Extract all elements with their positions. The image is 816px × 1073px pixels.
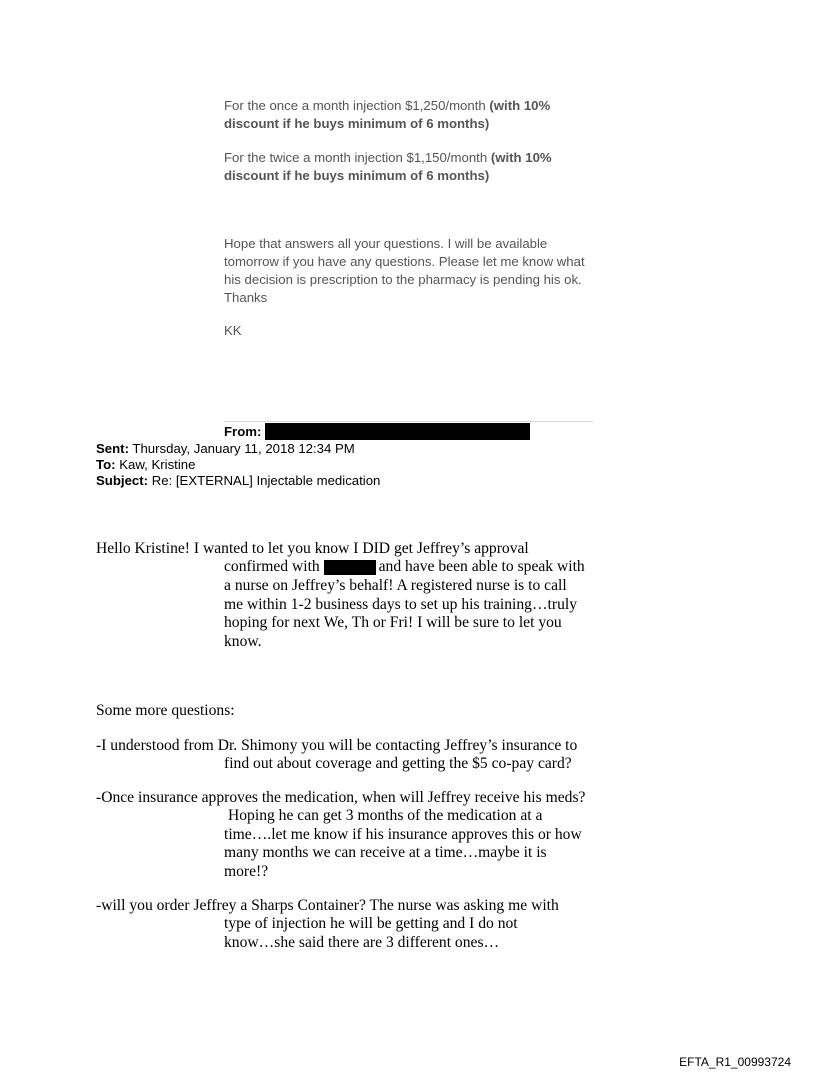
sent-row: Sent: Thursday, January 11, 2018 12:34 PM [96, 441, 355, 456]
quoted-signature: KK [224, 323, 242, 338]
greeting-continuation: a nurse on Jeffrey’s behalf! A registered nurse is to call me within 1-2 business days to set up his training…truly hoping for next We, Th or Fri! I will be sure to let you know. [224, 577, 577, 650]
greeting-line: Hello Kristine! I wanted to let you know I DID get Jeffrey’s approval [96, 540, 529, 557]
redaction-from [265, 423, 530, 440]
question-2: -Once insurance approves the medication, when will Jeffrey receive his meds? [96, 789, 586, 806]
question-1-continuation: find out about coverage and getting the $5 co-pay card? [224, 755, 572, 772]
quoted-closing-paragraph: Hope that answers all your questions. I will be available tomorrow if you have any questions. Please let me know what his decision is prescription to the pharmacy is pending his ok. Thanks [224, 236, 585, 305]
quoted-price-twice-monthly: For the twice a month injection $1,150/month (with 10% discount if he buys minimum of 6 months) [224, 150, 552, 183]
quoted-price-once-monthly: For the once a month injection $1,250/month (with 10% discount if he buys minimum of 6 months) [224, 98, 551, 131]
from-row: From: [224, 424, 262, 439]
header-separator [224, 421, 593, 422]
greeting-line-2: confirmed with and have been able to speak with [224, 558, 585, 575]
more-questions-heading: Some more questions: [96, 702, 235, 719]
question-1: -I understood from Dr. Shimony you will be contacting Jeffrey’s insurance to [96, 737, 578, 754]
question-3: -will you order Jeffrey a Sharps Container? The nurse was asking me with [96, 897, 559, 914]
to-row: To: Kaw, Kristine [96, 457, 196, 472]
subject-row: Subject: Re: [EXTERNAL] Injectable medication [96, 473, 381, 488]
question-3-continuation: type of injection he will be getting and I do not know…she said there are 3 different ones… [224, 915, 518, 951]
document-id: EFTA_R1_00993724 [679, 1055, 791, 1069]
redaction-name [324, 560, 376, 575]
question-2-continuation: Hoping he can get 3 months of the medication at a time….let me know if his insurance approves this or how many months we can receive at a time…maybe it is more!? [224, 807, 582, 880]
